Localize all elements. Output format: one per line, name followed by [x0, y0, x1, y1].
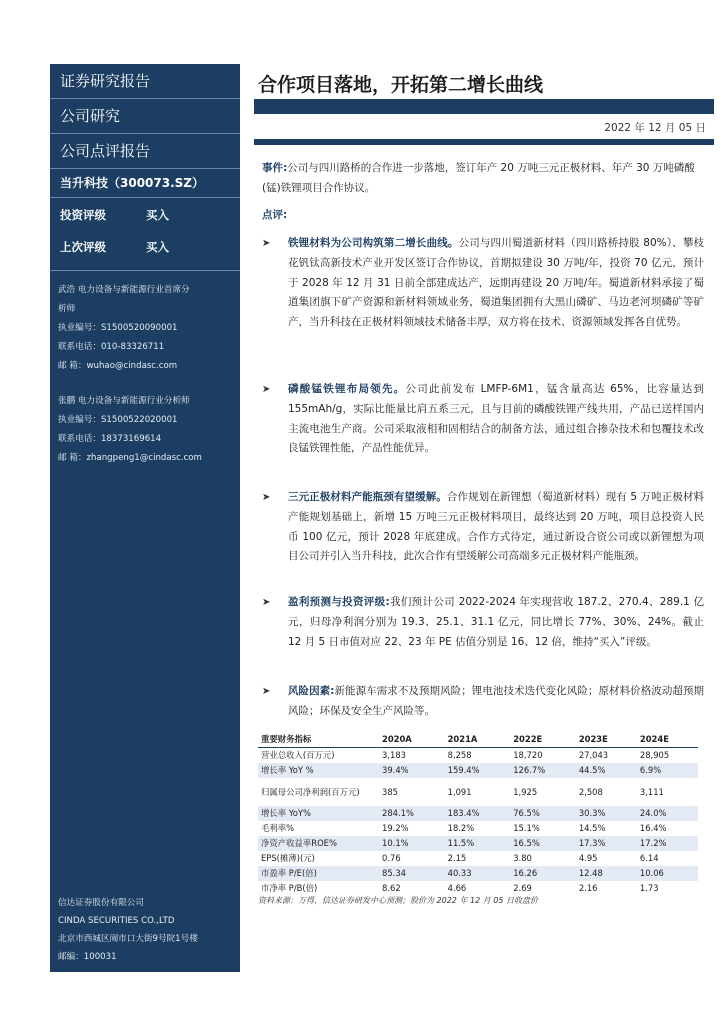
- table-cell: 17.3%: [576, 836, 637, 851]
- table-cell: 15.1%: [513, 823, 540, 833]
- table-row: [258, 778, 698, 806]
- table-cell: 14.5%: [578, 823, 606, 833]
- review-label: 点评:: [262, 209, 288, 221]
- table-cell: 3,183: [382, 750, 406, 760]
- point-item: [262, 234, 704, 333]
- page-title: 合作项目落地，开拓第二增长曲线: [258, 74, 544, 96]
- table-cell: 4.66: [447, 883, 467, 893]
- table-cell: EPS(摊薄)(元): [261, 853, 315, 863]
- table-cell: 385: [382, 787, 398, 797]
- point-item: [262, 488, 704, 567]
- analyst-email[interactable]: 邮 箱：wuhao@cindasc.com: [58, 361, 178, 371]
- table-cell: 40.33: [445, 866, 511, 881]
- sidebar-footer: [58, 894, 198, 966]
- table-cell: 19.2%: [382, 823, 409, 833]
- point-head: 风险因素:: [288, 685, 335, 697]
- report-type: 证券研究报告: [50, 64, 240, 99]
- table-cell: 16.5%: [510, 836, 576, 851]
- table-header: 2020A: [379, 731, 445, 748]
- table-cell: 4.95: [578, 853, 598, 863]
- table-header-row: [258, 731, 698, 748]
- table-row: [258, 836, 698, 851]
- arrow-bullet-icon: ➤: [262, 686, 271, 697]
- table-cell: 284.1%: [379, 806, 445, 821]
- report-subtype: 公司点评报告: [50, 134, 240, 169]
- table-cell: 10.1%: [379, 836, 445, 851]
- title-bar: [254, 99, 714, 114]
- analyst-block: [50, 376, 240, 468]
- point-head: 磷酸锰铁锂布局领先。: [288, 383, 406, 395]
- point-head: 三元正极材料产能瓶颈有望缓解。: [288, 491, 447, 503]
- report-date: 2022 年 12 月 05 日: [604, 122, 706, 134]
- table-cell: 159.4%: [445, 763, 511, 778]
- table-row: [258, 851, 698, 866]
- event-paragraph: [262, 158, 702, 198]
- table-row: [258, 821, 698, 836]
- table-cell: 营业总收入(百万元): [261, 750, 335, 760]
- rating-row: [50, 202, 240, 228]
- table-cell: 增长率 YoY%: [258, 806, 379, 821]
- table-cell: 归属母公司净利润(百万元): [261, 787, 360, 797]
- point-text: 公司与四川蜀道新材料（四川路桥持股 80%）、攀枝花钒钛高新技术产业开发区签订合作协议，首期拟建设 30 万吨/年，投资 70 亿元，预计于 2028 年 12 月 31 日前全部建成达产，远期再建设 20 万吨/年。蜀道新材料承接了蜀道集团旗下矿产资源和新材料领域业务，蜀道集团拥有大黑山磷矿、马边老河坝磷矿等矿产，当升科技在正极材料领域技术储备丰厚，双方将在技术、资源领域发挥各自优势。: [288, 237, 704, 329]
- arrow-bullet-icon: ➤: [262, 238, 271, 249]
- prev-rating-row: [50, 234, 240, 260]
- table-cell: 18.2%: [447, 823, 475, 833]
- footer-address: 北京市西城区闹市口大街9号院1号楼: [58, 934, 198, 944]
- footer-postcode: 邮编：100031: [58, 952, 117, 962]
- table-cell: 11.5%: [445, 836, 511, 851]
- table-cell: 1,925: [513, 787, 538, 797]
- table-source: 资料来源：万得，信达证券研发中心预测；股价为 2022 年 12 月 05 日收盘价: [258, 896, 538, 905]
- prev-rating-label: 上次评级: [60, 240, 106, 254]
- prev-rating-value: 买入: [146, 240, 169, 254]
- table-cell: 6.14: [639, 853, 659, 863]
- table-cell: 18,720: [513, 750, 543, 760]
- point-head: 盈利预测与投资评级:: [288, 596, 390, 608]
- table-header: 2023E: [576, 731, 637, 748]
- table-cell: 24.0%: [637, 806, 698, 821]
- table-cell: 44.5%: [576, 763, 637, 778]
- event-text: 公司与四川路桥的合作进一步落地，签订年产 20 万吨三元正极材料、年产 30 万吨磷酸(锰)铁锂项目合作协议。: [262, 162, 695, 194]
- table-header: 重要财务指标: [258, 731, 379, 748]
- table-cell: 2.15: [447, 853, 467, 863]
- analyst-block: [50, 271, 240, 376]
- financial-table: [258, 731, 698, 896]
- table-cell: 126.7%: [510, 763, 576, 778]
- table-cell: 16.4%: [639, 823, 667, 833]
- point-text: 新能源车需求不及预期风险；锂电池技术迭代变化风险；原材料价格波动超预期风险；环保及安全生产风险等。: [288, 685, 704, 717]
- event-label: 事件:: [262, 162, 288, 174]
- table-cell: 3,111: [639, 787, 664, 797]
- point-text: 我们预计公司 2022-2024 年实现营收 187.2、270.4、289.1 亿元，归母净利润分别为 19.3、25.1、31.1 亿元，同比增长 77%、30%、24%。截止 12 月 5 日市值对应 22、23 年 PE 估值分别是 16、12 倍，维持“买入”评级。: [288, 596, 705, 648]
- table-header: 2022E: [510, 731, 576, 748]
- table-cell: 17.2%: [637, 836, 698, 851]
- table-cell: 毛利率%: [261, 823, 295, 833]
- arrow-bullet-icon: ➤: [262, 492, 271, 503]
- table-cell: 16.26: [510, 866, 576, 881]
- table-cell: 39.4%: [379, 763, 445, 778]
- point-item: [262, 682, 704, 722]
- arrow-bullet-icon: ➤: [262, 384, 271, 395]
- table-cell: 增长率 YoY %: [258, 763, 379, 778]
- table-cell: 27,043: [578, 750, 609, 760]
- analyst-license: 执业编号：S1500520090001: [58, 323, 178, 333]
- table-cell: 1,091: [447, 787, 472, 797]
- table-row: [258, 881, 698, 896]
- analyst-phone: 联系电话：010-83326711: [58, 342, 165, 352]
- table-cell: 28,905: [639, 750, 670, 760]
- table-cell: 8.62: [382, 883, 401, 893]
- footer-company-cn: 信达证券股份有限公司: [58, 898, 144, 908]
- table-cell: 1.73: [639, 883, 659, 893]
- table-cell: 85.34: [379, 866, 445, 881]
- table-cell: 市盈率 P/E(倍): [258, 866, 379, 881]
- table-cell: 30.3%: [576, 806, 637, 821]
- table-cell: 2.69: [513, 883, 532, 893]
- rating-value: 买入: [146, 208, 169, 222]
- table-cell: 市净率 P/B(倍): [261, 883, 318, 893]
- point-item: [262, 380, 704, 459]
- table-cell: 12.48: [576, 866, 637, 881]
- table-cell: 净资产收益率ROE%: [258, 836, 379, 851]
- analyst-email[interactable]: 邮 箱：zhangpeng1@cindasc.com: [58, 453, 202, 463]
- analyst-title-cont: 析师: [58, 304, 76, 314]
- table-row: [258, 748, 698, 764]
- analyst-name-title: 张鹏 电力设备与新能源行业分析师: [58, 396, 190, 406]
- company-name: 当升科技（300073.SZ）: [50, 169, 240, 198]
- table-header: 2024E: [637, 731, 698, 748]
- table-row: [258, 806, 698, 821]
- table-row: [258, 763, 698, 778]
- table-cell: 10.06: [637, 866, 698, 881]
- date-bar: [254, 139, 714, 145]
- point-text: 公司此前发布 LMFP-6M1，锰含量高达 65%，比容量达到 155mAh/g，实际比能量比肩五系三元，且与目前的磷酸铁锂产线共用，产品已送样国内主流电池生产商。公司采取液相和固相结合的制备方法，通过组合掺杂技术和包覆技术改良锰铁锂性能，产品性能优异。: [288, 383, 705, 455]
- table-cell: 3.80: [513, 853, 532, 863]
- table-cell: 0.76: [382, 853, 401, 863]
- point-head: 铁锂材料为公司构筑第二增长曲线。: [288, 237, 459, 249]
- table-row: [258, 866, 698, 881]
- arrow-bullet-icon: ➤: [262, 597, 271, 608]
- analyst-phone: 联系电话：18373169614: [58, 434, 162, 444]
- table-cell: 6.9%: [637, 763, 698, 778]
- analyst-name-title: 武浩 电力设备与新能源行业首席分: [58, 285, 190, 295]
- point-item: [262, 593, 704, 652]
- table-header: 2021A: [445, 731, 511, 748]
- report-category: 公司研究: [50, 99, 240, 134]
- table-cell: 2,508: [578, 787, 603, 797]
- footer-company-en: CINDA SECURITIES CO.,LTD: [58, 916, 175, 926]
- table-cell: 183.4%: [445, 806, 511, 821]
- sidebar: [50, 64, 240, 972]
- table-cell: 8,258: [447, 750, 472, 760]
- table-cell: 2.16: [578, 883, 598, 893]
- point-text: 合作规划在新锂想（蜀道新材料）现有 5 万吨正极材料产能规划基础上，新增 15 万吨三元正极材料项目，最终达到 20 万吨，项目总投资人民币 100 亿元，预计 2028 年底建成。合作方式待定，通过新设合资公司或以新锂想为项目公司并引入当升科技，此次合作有望缓解公司高端多元正极材料产能瓶颈。: [288, 491, 705, 563]
- rating-label: 投资评级: [60, 208, 106, 222]
- analyst-license: 执业编号：S1500522020001: [58, 415, 178, 425]
- table-cell: 76.5%: [510, 806, 576, 821]
